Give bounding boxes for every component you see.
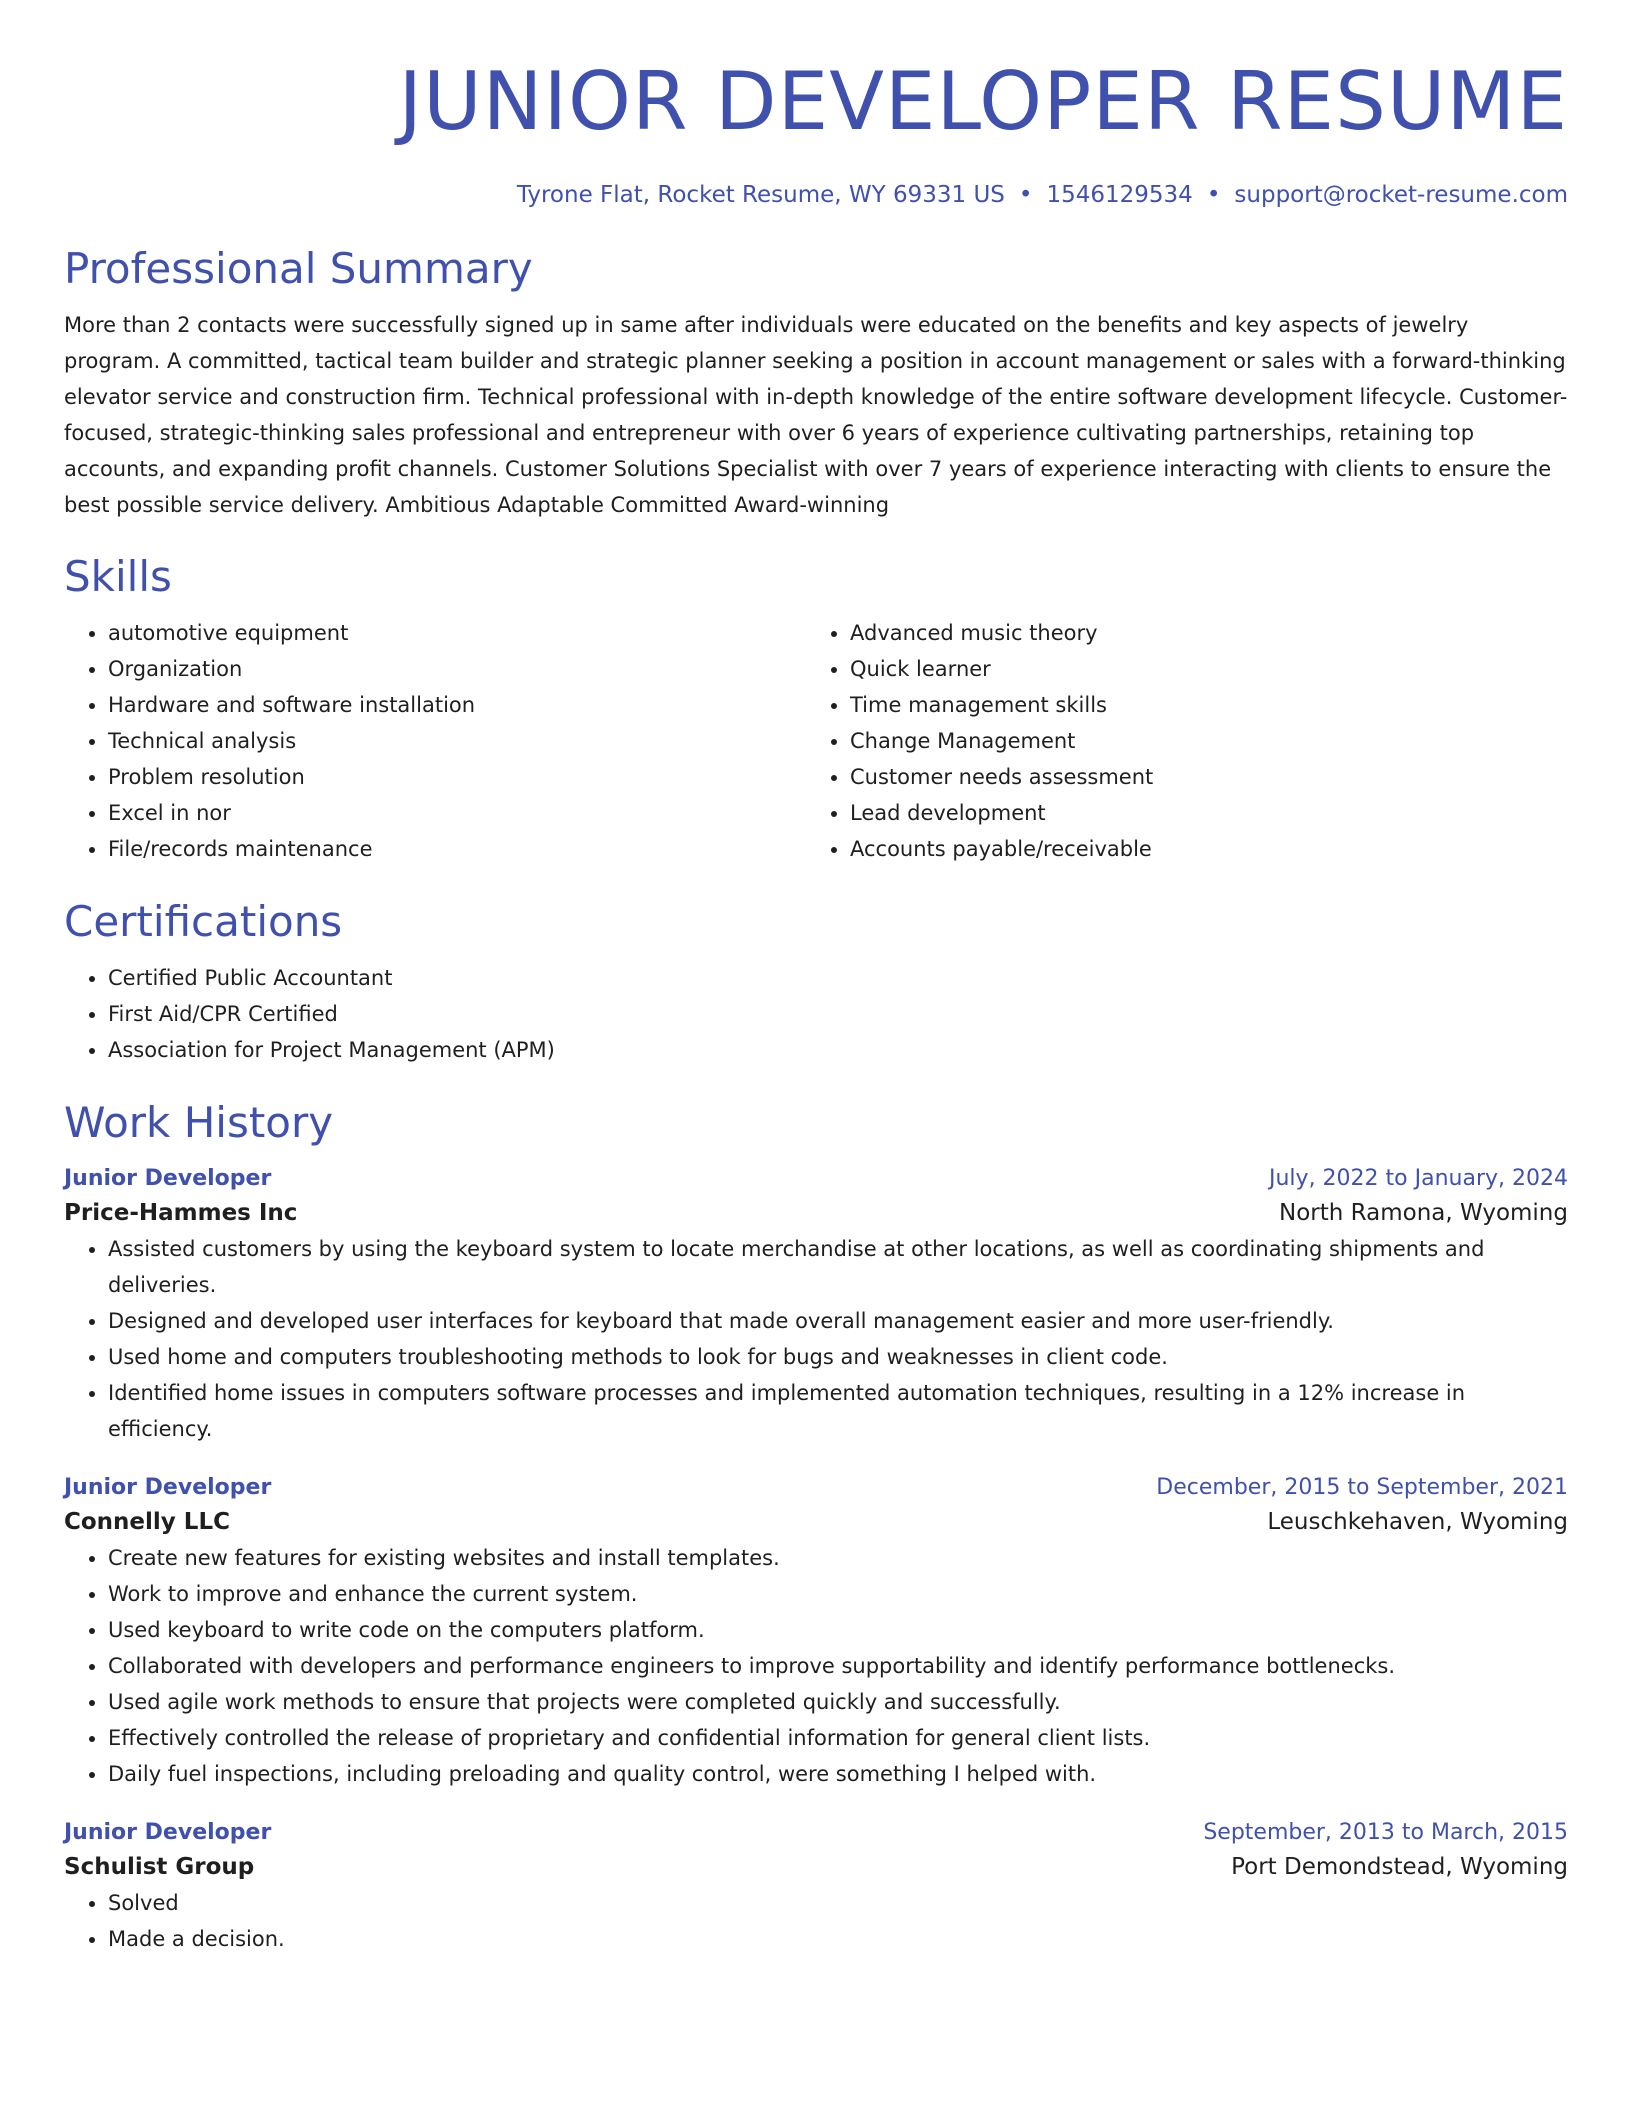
job-location: Port Demondstead, Wyoming bbox=[1231, 1854, 1568, 1880]
job-title: Junior Developer bbox=[64, 1475, 272, 1500]
job-company: Schulist Group bbox=[64, 1854, 255, 1880]
skill-item: • Customer needs assessment bbox=[850, 759, 1548, 795]
job-location: Leuschkehaven, Wyoming bbox=[1267, 1509, 1568, 1535]
contact-line bbox=[64, 180, 1568, 210]
job-header bbox=[64, 1817, 1568, 1849]
skill-item: • Change Management bbox=[850, 723, 1548, 759]
job-title: Junior Developer bbox=[64, 1166, 272, 1191]
skill-item: • Time management skills bbox=[850, 687, 1548, 723]
job-dates: December, 2015 to September, 2021 bbox=[1156, 1475, 1568, 1500]
contact-email[interactable]: support@rocket-resume.com bbox=[1234, 182, 1568, 208]
job-bullets bbox=[64, 1885, 1568, 1957]
job-subheader bbox=[64, 1504, 1568, 1540]
job-bullet: • Used agile work methods to ensure that projects were completed quickly and successfully. bbox=[108, 1684, 1568, 1720]
skill-item: • Hardware and software installation bbox=[108, 687, 806, 723]
skill-item: • Excel in nor bbox=[108, 795, 806, 831]
job-bullet: • Designed and developed user interfaces for keyboard that made overall management easier and more user-friendly. bbox=[108, 1303, 1568, 1339]
skill-item: • Lead development bbox=[850, 795, 1548, 831]
job-location: North Ramona, Wyoming bbox=[1279, 1200, 1568, 1226]
job-entry bbox=[64, 1472, 1568, 1792]
job-dates: July, 2022 to January, 2024 bbox=[1269, 1166, 1568, 1191]
work-history-heading: Work History bbox=[64, 1098, 334, 1147]
job-bullet: • Work to improve and enhance the current system. bbox=[108, 1576, 1568, 1612]
job-company: Price-Hammes Inc bbox=[64, 1200, 298, 1226]
job-subheader bbox=[64, 1195, 1568, 1231]
certification-item: • First Aid/CPR Certified bbox=[108, 996, 1568, 1032]
job-bullets bbox=[64, 1231, 1568, 1447]
certification-item: • Association for Project Management (APM) bbox=[108, 1032, 1568, 1068]
skill-item: • File/records maintenance bbox=[108, 831, 806, 867]
job-header bbox=[64, 1163, 1568, 1195]
certifications-section bbox=[64, 896, 1568, 1068]
job-bullets bbox=[64, 1540, 1568, 1792]
certifications-heading: Certifications bbox=[64, 897, 343, 946]
skill-item: • Organization bbox=[108, 651, 806, 687]
job-entry bbox=[64, 1817, 1568, 1957]
job-bullet: • Solved bbox=[108, 1885, 1568, 1921]
contact-address: Tyrone Flat, Rocket Resume, WY 69331 US bbox=[516, 182, 1005, 208]
skill-item: • automotive equipment bbox=[108, 615, 806, 651]
skill-item: • Problem resolution bbox=[108, 759, 806, 795]
skill-item: • Technical analysis bbox=[108, 723, 806, 759]
job-bullet: • Used home and computers troubleshooting methods to look for bugs and weaknesses in client code. bbox=[108, 1339, 1568, 1375]
certifications-list bbox=[64, 960, 1568, 1068]
job-bullet: • Daily fuel inspections, including preloading and quality control, were something I helped with. bbox=[108, 1756, 1568, 1792]
certification-item: • Certified Public Accountant bbox=[108, 960, 1568, 996]
skills-heading: Skills bbox=[64, 552, 172, 601]
job-dates: September, 2013 to March, 2015 bbox=[1203, 1820, 1568, 1845]
job-bullet: • Identified home issues in computers software processes and implemented automation techniques, resulting in a 12% increase in efficiency. bbox=[108, 1375, 1568, 1447]
skills-column-right bbox=[806, 615, 1548, 867]
job-subheader bbox=[64, 1849, 1568, 1885]
skill-item: • Accounts payable/receivable bbox=[850, 831, 1548, 867]
summary-text: More than 2 contacts were successfully signed up in same after individuals were educated on the benefits and key aspects of jewelry program. A committed, tactical team builder and strategic planner seeking a position in account management or sales with a forward-thinking elevator service and construction firm. Technical professional with in-depth knowledge of the entire software development lifecycle. Customer-focused, strategic-thinking sales professional and entrepreneur with over 6 years of experience cultivating partnerships, retaining top accounts, and expanding profit channels. Customer Solutions Specialist with over 7 years of experience interacting with clients to ensure the best possible service delivery. Ambitious Adaptable Committed Award-winning bbox=[64, 313, 1568, 517]
work-history-section bbox=[64, 1097, 1568, 1957]
skills-list-right bbox=[806, 615, 1548, 867]
job-title: Junior Developer bbox=[64, 1820, 272, 1845]
job-bullet: • Collaborated with developers and performance engineers to improve supportability and identify performance bottlenecks. bbox=[108, 1648, 1568, 1684]
contact-separator: • bbox=[1018, 182, 1033, 208]
skills-grid bbox=[64, 615, 1568, 867]
skill-item: • Quick learner bbox=[850, 651, 1548, 687]
job-company: Connelly LLC bbox=[64, 1509, 230, 1535]
contact-phone: 1546129534 bbox=[1046, 182, 1193, 208]
job-bullet: • Used keyboard to write code on the computers platform. bbox=[108, 1612, 1568, 1648]
resume-page bbox=[64, 0, 1568, 1957]
contact-separator: • bbox=[1206, 182, 1221, 208]
resume-title: JUNIOR DEVELOPER RESUME bbox=[398, 55, 1568, 148]
job-bullet: • Made a decision. bbox=[108, 1921, 1568, 1957]
skills-list-left bbox=[64, 615, 806, 867]
skill-item: • Advanced music theory bbox=[850, 615, 1548, 651]
skills-section bbox=[64, 551, 1568, 867]
job-header bbox=[64, 1472, 1568, 1504]
skills-column-left bbox=[64, 615, 806, 867]
summary-section bbox=[64, 243, 1568, 523]
job-bullet: • Create new features for existing websites and install templates. bbox=[108, 1540, 1568, 1576]
job-entry bbox=[64, 1163, 1568, 1447]
summary-heading: Professional Summary bbox=[64, 244, 533, 293]
job-bullet: • Effectively controlled the release of proprietary and confidential information for general client lists. bbox=[108, 1720, 1568, 1756]
job-bullet: • Assisted customers by using the keyboard system to locate merchandise at other locations, as well as coordinating shipments and deliveries. bbox=[108, 1231, 1568, 1303]
